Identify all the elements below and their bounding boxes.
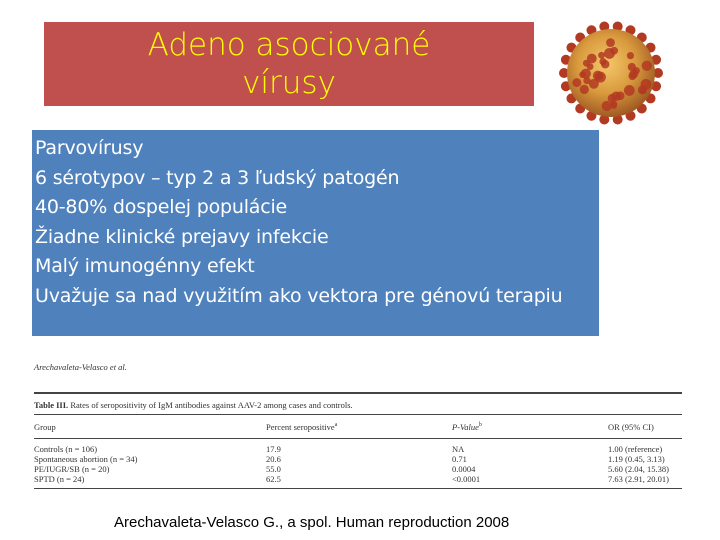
paper-excerpt	[34, 360, 682, 496]
info-box	[32, 130, 599, 336]
title-line-2: vírusy	[242, 65, 336, 101]
column-header: Group	[34, 422, 56, 432]
divider	[34, 414, 682, 415]
title-line-1: Adeno asociované	[147, 27, 431, 63]
divider	[34, 438, 682, 439]
info-line: Uvažuje sa nad využitím ako vektora pre génovú terapiu	[35, 284, 563, 307]
column-header: OR (95% CI)	[608, 422, 654, 432]
paper-author: Arechavaleta-Velasco et al.	[34, 362, 127, 372]
table-caption	[34, 400, 353, 410]
table-caption-text: Rates of seropositivity of IgM antibodies against AAV-2 among cases and controls.	[70, 400, 353, 410]
table-row: Controls (n = 106) 17.9 NA 1.00 (reference)	[34, 444, 663, 454]
column-header: P-Value$^b$	[452, 422, 482, 432]
title-box	[44, 22, 534, 106]
divider	[34, 488, 682, 489]
divider	[34, 392, 682, 394]
table-row: PE/IUGR/SB (n = 20) 55.0 0.0004 5.60 (2.04, 15.38)	[34, 464, 669, 474]
virus-icon	[556, 18, 666, 128]
info-line: Malý imunogénny efekt	[35, 255, 255, 277]
table-row: SPTD (n = 24) 62.5 <0.0001 7.63 (2.91, 20.01)	[34, 474, 669, 484]
table-row: Spontaneous abortion (n = 34) 20.6 0.71 1.19 (0.45, 3.13)	[34, 454, 665, 464]
info-line: 6 sérotypov – typ 2 a 3 ľudský patogén	[35, 166, 400, 189]
info-line: Žiadne klinické prejavy infekcie	[35, 225, 329, 248]
citation: Arechavaleta-Velasco G., a spol. Human reproduction 2008	[114, 514, 510, 531]
table-caption-label: Table III.	[34, 400, 69, 410]
info-line: 40-80% dospelej populácie	[35, 196, 288, 218]
info-line: Parvovírusy	[35, 137, 144, 159]
column-header: Percent seropositive$^a$	[266, 422, 338, 432]
